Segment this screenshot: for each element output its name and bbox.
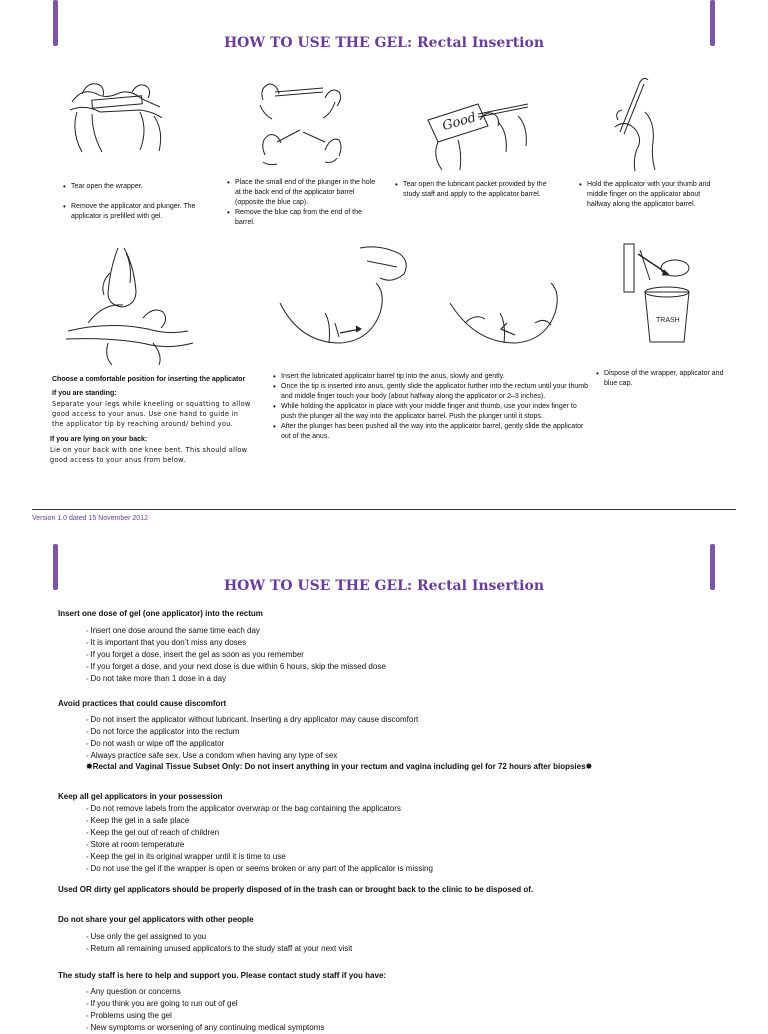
- list-item: ◦ Do not remove labels from the applicator overwrap or the bag containing the applicators: [86, 803, 433, 815]
- list-item: ◦ Keep the gel out of reach of children: [86, 827, 433, 839]
- lubricant-packet-illustration: [418, 92, 533, 172]
- standing-label: If you are standing:: [52, 390, 117, 397]
- list-item: ◦ Any question or concerns: [86, 986, 324, 998]
- plunger-assembly-illustration: [255, 70, 345, 170]
- list-item: ◦ Return all remaining unused applicators to the study staff at your next visit: [86, 943, 352, 955]
- hold-applicator-illustration: [600, 72, 670, 172]
- page-title: HOW TO USE THE GEL: Rectal Insertion: [223, 35, 545, 51]
- packet-label: Good: [440, 110, 478, 135]
- list-item: ◦ Keep the gel in a safe place: [86, 815, 433, 827]
- dispose-list: [595, 369, 725, 389]
- insertion-step: • While holding the applicator in place with your middle finger and thumb, use your index finger to push the plunger all the way into the applicator barrel. Push the plunger until it stops.: [272, 402, 588, 422]
- insertion-illustration: [275, 243, 590, 363]
- list-item: ◦ If you forget a dose, and your next dose is due within 6 hours, skip the missed dose: [86, 661, 386, 673]
- list-item: ◦ Store at room temperature: [86, 839, 433, 851]
- trash-illustration: [620, 240, 695, 350]
- list-item: ◦ Always practice safe sex. Use a condom when having any type of sex: [86, 750, 418, 762]
- list-item: ◦ If you forget a dose, insert the gel as soon as you remember: [86, 649, 386, 661]
- tear-wrapper-illustration: [62, 72, 172, 157]
- insertion-steps-list: [272, 372, 588, 442]
- list-item: ◦ New symptoms or worsening of any continuing medical symptoms: [86, 1022, 324, 1034]
- trash-label: TRASH: [656, 317, 680, 324]
- section-heading-dose: Insert one dose of gel (one applicator) into the rectum: [58, 609, 263, 618]
- dose-list: [86, 625, 386, 685]
- dispose-item: • Dispose of the wrapper, applicator and blue cap.: [595, 369, 725, 389]
- list-item: ◦ Do not force the applicator into the rectum: [86, 726, 418, 738]
- page-title: HOW TO USE THE GEL: Rectal Insertion: [223, 578, 545, 594]
- list-item: ◦ It is important that you don’t miss any doses: [86, 637, 386, 649]
- list-item: ◦ Do not wash or wipe off the applicator: [86, 738, 418, 750]
- position-illustration: [58, 243, 198, 368]
- section-heading-support: The study staff is here to help and support you. Please contact study staff if you have:: [58, 971, 387, 980]
- step2-item: • Remove the blue cap from the end of the barrel.: [226, 208, 378, 228]
- asterisk-icon: ✸: [86, 762, 93, 771]
- standing-text: Separate your legs while kneeling or squatting to allow good access to your anus. Use one hand to guide in the applicator tip by reaching around/ behind you.: [52, 400, 251, 428]
- position-instructions: [52, 375, 252, 465]
- step2-item: • Place the small end of the plunger in the hole at the back end of the applicator barrel (opposite the blue cap).: [226, 178, 378, 208]
- section-heading-possession: Keep all gel applicators in your possession: [58, 792, 223, 801]
- step1-list: [62, 182, 222, 222]
- asterisk-icon: ✸: [585, 762, 593, 771]
- insertion-step: • Once the tip is inserted into anus, gently slide the applicator further into the rectum until your thumb and middle finger touch your body (about halfway along the applicator or 2–3 inches).: [272, 382, 588, 402]
- list-item: ◦ Do not use the gel if the wrapper is open or seems broken or any part of the applicator is missing: [86, 863, 433, 875]
- insertion-step: • After the plunger has been pushed all the way into the applicator barrel, gently slide the applicator out of the anus.: [272, 422, 588, 442]
- page-divider: [32, 509, 736, 510]
- section-heading-disposal: Used OR dirty gel applicators should be properly disposed of in the trash can or brought back to the clinic to be disposed of.: [58, 885, 534, 894]
- position-heading: Choose a comfortable position for inserting the applicator: [52, 376, 246, 383]
- section-heading-share: Do not share your gel applicators with other people: [58, 915, 254, 924]
- step2-list: [226, 178, 378, 228]
- possession-list: [86, 803, 433, 875]
- list-item: ◦ Do not insert the applicator without lubricant. Inserting a dry applicator may cause discomfort: [86, 714, 418, 726]
- list-item: ◦ Keep the gel in its original wrapper until it is time to use: [86, 851, 433, 863]
- discomfort-list: [86, 714, 418, 762]
- list-item: ◦ Do not take more than 1 dose in a day: [86, 673, 386, 685]
- list-item: ◦ Use only the gel assigned to you: [86, 931, 352, 943]
- lying-text: Lie on your back with one knee bent. This should allow good access to your anus from below.: [50, 446, 248, 464]
- biopsy-warning: ✸Rectal and Vaginal Tissue Subset Only: Do not insert anything in your rectum and vagina including gel for 72 hours after biopsies✸: [86, 762, 593, 771]
- insertion-step: • Insert the lubricated applicator barrel tip into the anus, slowly and gently.: [272, 372, 588, 382]
- list-item: ◦ If you think you are going to run out of gel: [86, 998, 324, 1010]
- step3-item: • Tear open the lubricant packet provided by the study staff and apply to the applicator barrel.: [394, 180, 554, 200]
- section-heading-discomfort: Avoid practices that could cause discomfort: [58, 699, 227, 708]
- support-list: [86, 986, 324, 1034]
- lying-label: If you are lying on your back:: [50, 436, 148, 443]
- list-item: ◦ Insert one dose around the same time each day: [86, 625, 386, 637]
- version-text: Version 1.0 dated 15 November 2012: [32, 515, 148, 522]
- step4-list: [578, 180, 718, 210]
- share-list: [86, 931, 352, 955]
- list-item: ◦ Problems using the gel: [86, 1010, 324, 1022]
- step1-item: • Remove the applicator and plunger. The applicator is prefilled with gel.: [62, 202, 222, 222]
- step3-list: [394, 180, 554, 200]
- step1-item: • Tear open the wrapper.: [62, 182, 222, 192]
- step4-item: • Hold the applicator with your thumb and middle finger on the applicator about halfway along the applicator barrel.: [578, 180, 718, 210]
